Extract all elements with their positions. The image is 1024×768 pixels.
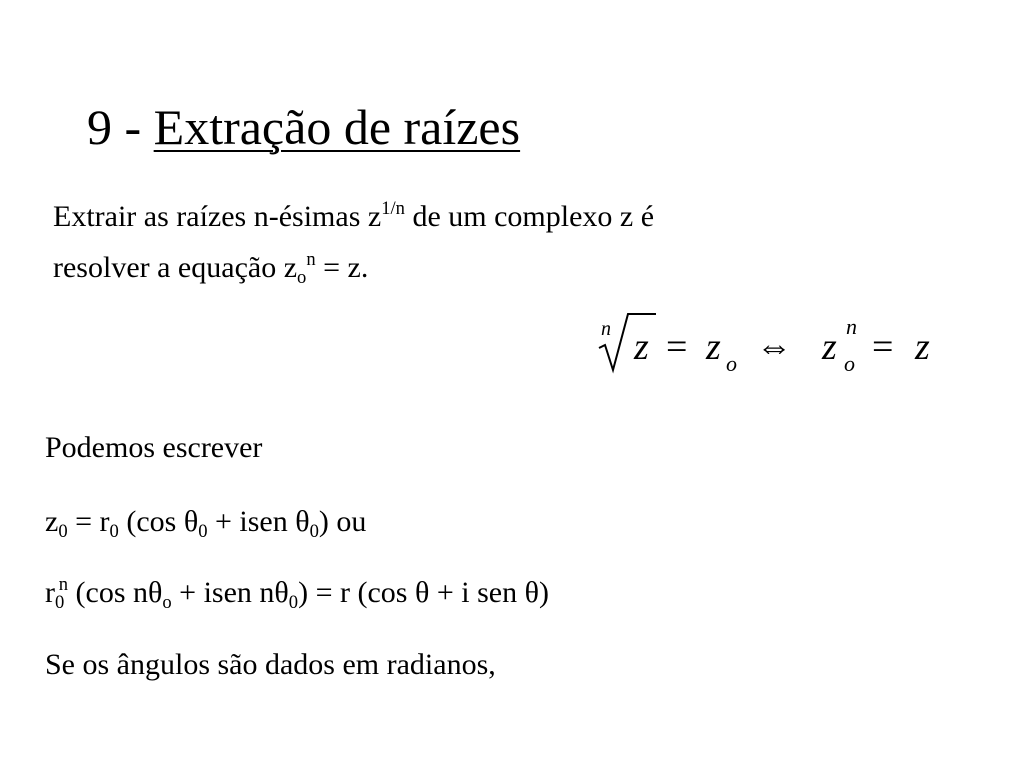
de-moivre-equation: $r_0^n$ (cos $n\theta_o$ + isen $n\theta_0) = r$ (cos θ + i sen θ) [45,574,549,613]
exponent-one-over-n: 1/n [381,198,405,220]
title-text: Extração de raízes [153,99,521,155]
section-heading: Podemos escrever [45,431,263,464]
polar-form-equation: $z_0 = r_0$ (cos $\theta_0$ + isen $\theta_0$) ou [45,505,367,542]
z-o-right-superscript: n [846,314,857,339]
intro-line-1: Extrair as raízes n-ésimas $z^{1/n}$ de um complexo z é [53,198,655,233]
root-index: n [601,318,611,340]
equals-sign-2: = [872,326,894,368]
z-o-left-subscript: o [726,351,737,376]
equals-sign-1: = [666,326,688,368]
root-equivalence-formula [598,312,948,382]
formula-svg [598,312,948,382]
closing-line: Se os ângulos são dados em radianos, [45,648,496,681]
title-number: 9 - [87,99,154,155]
z-o-left: z [706,326,721,368]
intro-line-2: resolver a equação $z_o^n = z$. [53,249,369,288]
radicand: z [634,326,649,368]
z-o-right: z [822,326,837,368]
z-o-right-subscript: o [844,351,855,376]
slide-title [87,99,521,155]
result-z: z [915,326,930,368]
iff-symbol: ⇔ [756,326,792,366]
